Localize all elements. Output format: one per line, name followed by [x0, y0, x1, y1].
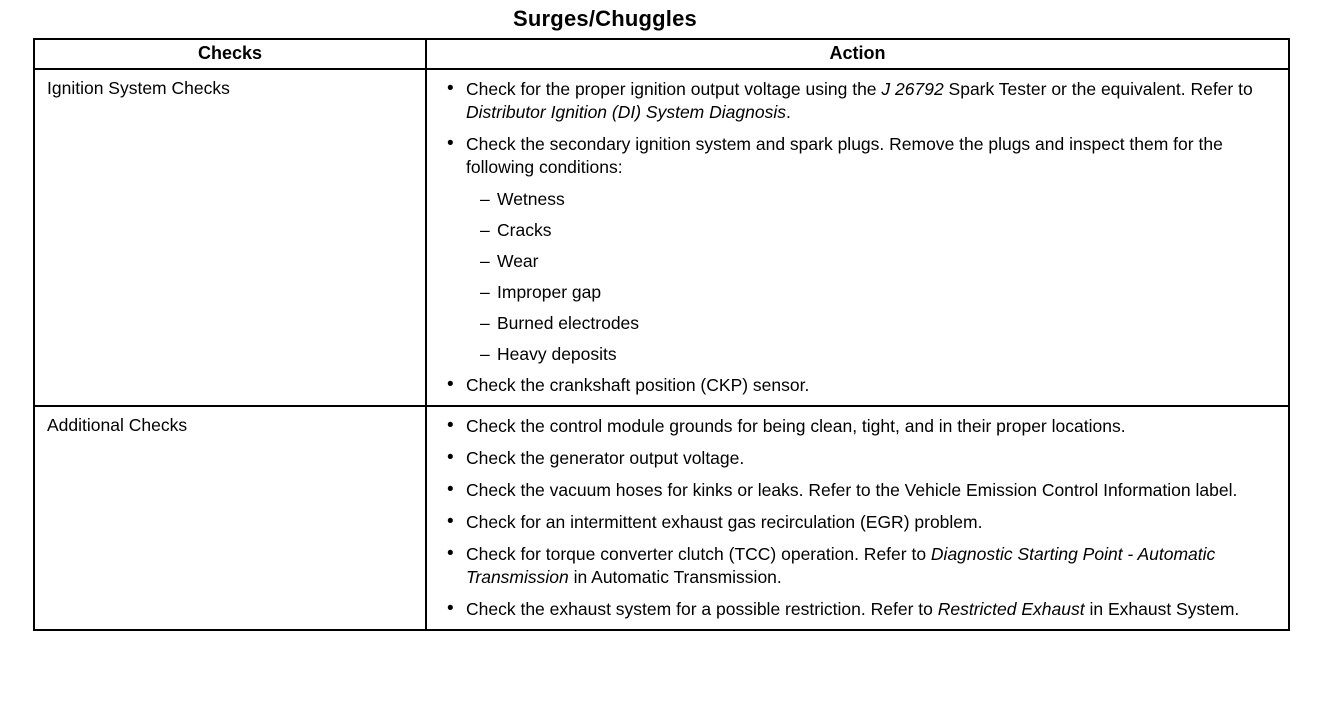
action-text: .	[785, 102, 791, 122]
reference-text: Restricted Exhaust	[937, 599, 1085, 619]
check-cell: Ignition System Checks	[34, 69, 426, 406]
diagnostic-table	[33, 38, 1290, 631]
condition-list	[466, 188, 1278, 365]
action-item	[447, 415, 1278, 438]
header-row	[34, 39, 1289, 69]
condition-item: – Cracks	[480, 219, 1278, 241]
action-item	[447, 511, 1278, 534]
header-checks: Checks	[34, 39, 426, 69]
action-cell	[426, 69, 1289, 406]
action-text: Check the generator output voltage.	[466, 448, 745, 468]
action-list	[447, 415, 1278, 621]
action-item	[447, 374, 1278, 397]
table-body	[34, 69, 1289, 630]
check-cell: Additional Checks	[34, 406, 426, 630]
table-row	[34, 406, 1289, 630]
reference-text: Diagnostic Starting Point - Automatic Transmission	[466, 544, 1216, 587]
table-title: Surges/Chuggles	[513, 6, 697, 31]
action-text: Check for the proper ignition output voltage using the	[466, 79, 882, 99]
action-item	[447, 543, 1278, 589]
condition-item: – Improper gap	[480, 281, 1278, 303]
action-text: Check the vacuum hoses for kinks or leaks. Refer to the Vehicle Emission Control Information label.	[466, 480, 1238, 500]
action-text: Check for an intermittent exhaust gas recirculation (EGR) problem.	[466, 512, 983, 532]
action-item	[447, 447, 1278, 470]
action-text: Check the secondary ignition system and spark plugs. Remove the plugs and inspect them for the following conditions:	[466, 134, 1223, 177]
action-item	[447, 479, 1278, 502]
action-text: in Exhaust System.	[1084, 599, 1240, 619]
reference-text: J 26792	[881, 79, 944, 99]
condition-item: – Burned electrodes	[480, 312, 1278, 334]
condition-item: – Wetness	[480, 188, 1278, 210]
action-text: Check the crankshaft position (CKP) sensor.	[466, 375, 810, 395]
action-list	[447, 78, 1278, 397]
action-cell	[426, 406, 1289, 630]
table-header	[34, 39, 1289, 69]
reference-text: Distributor Ignition (DI) System Diagnosis	[466, 102, 786, 122]
action-text: Check for torque converter clutch (TCC) operation. Refer to	[466, 544, 931, 564]
action-item	[447, 598, 1278, 621]
action-text: Spark Tester or the equivalent. Refer to	[943, 79, 1253, 99]
table-row	[34, 69, 1289, 406]
condition-item: – Heavy deposits	[480, 343, 1278, 365]
header-action: Action	[426, 39, 1289, 69]
condition-item: – Wear	[480, 250, 1278, 272]
action-item	[447, 78, 1278, 124]
action-text: Check the control module grounds for being clean, tight, and in their proper locations.	[466, 416, 1126, 436]
action-text: in Automatic Transmission.	[568, 567, 782, 587]
action-item	[447, 133, 1278, 365]
action-text: Check the exhaust system for a possible restriction. Refer to	[466, 599, 938, 619]
